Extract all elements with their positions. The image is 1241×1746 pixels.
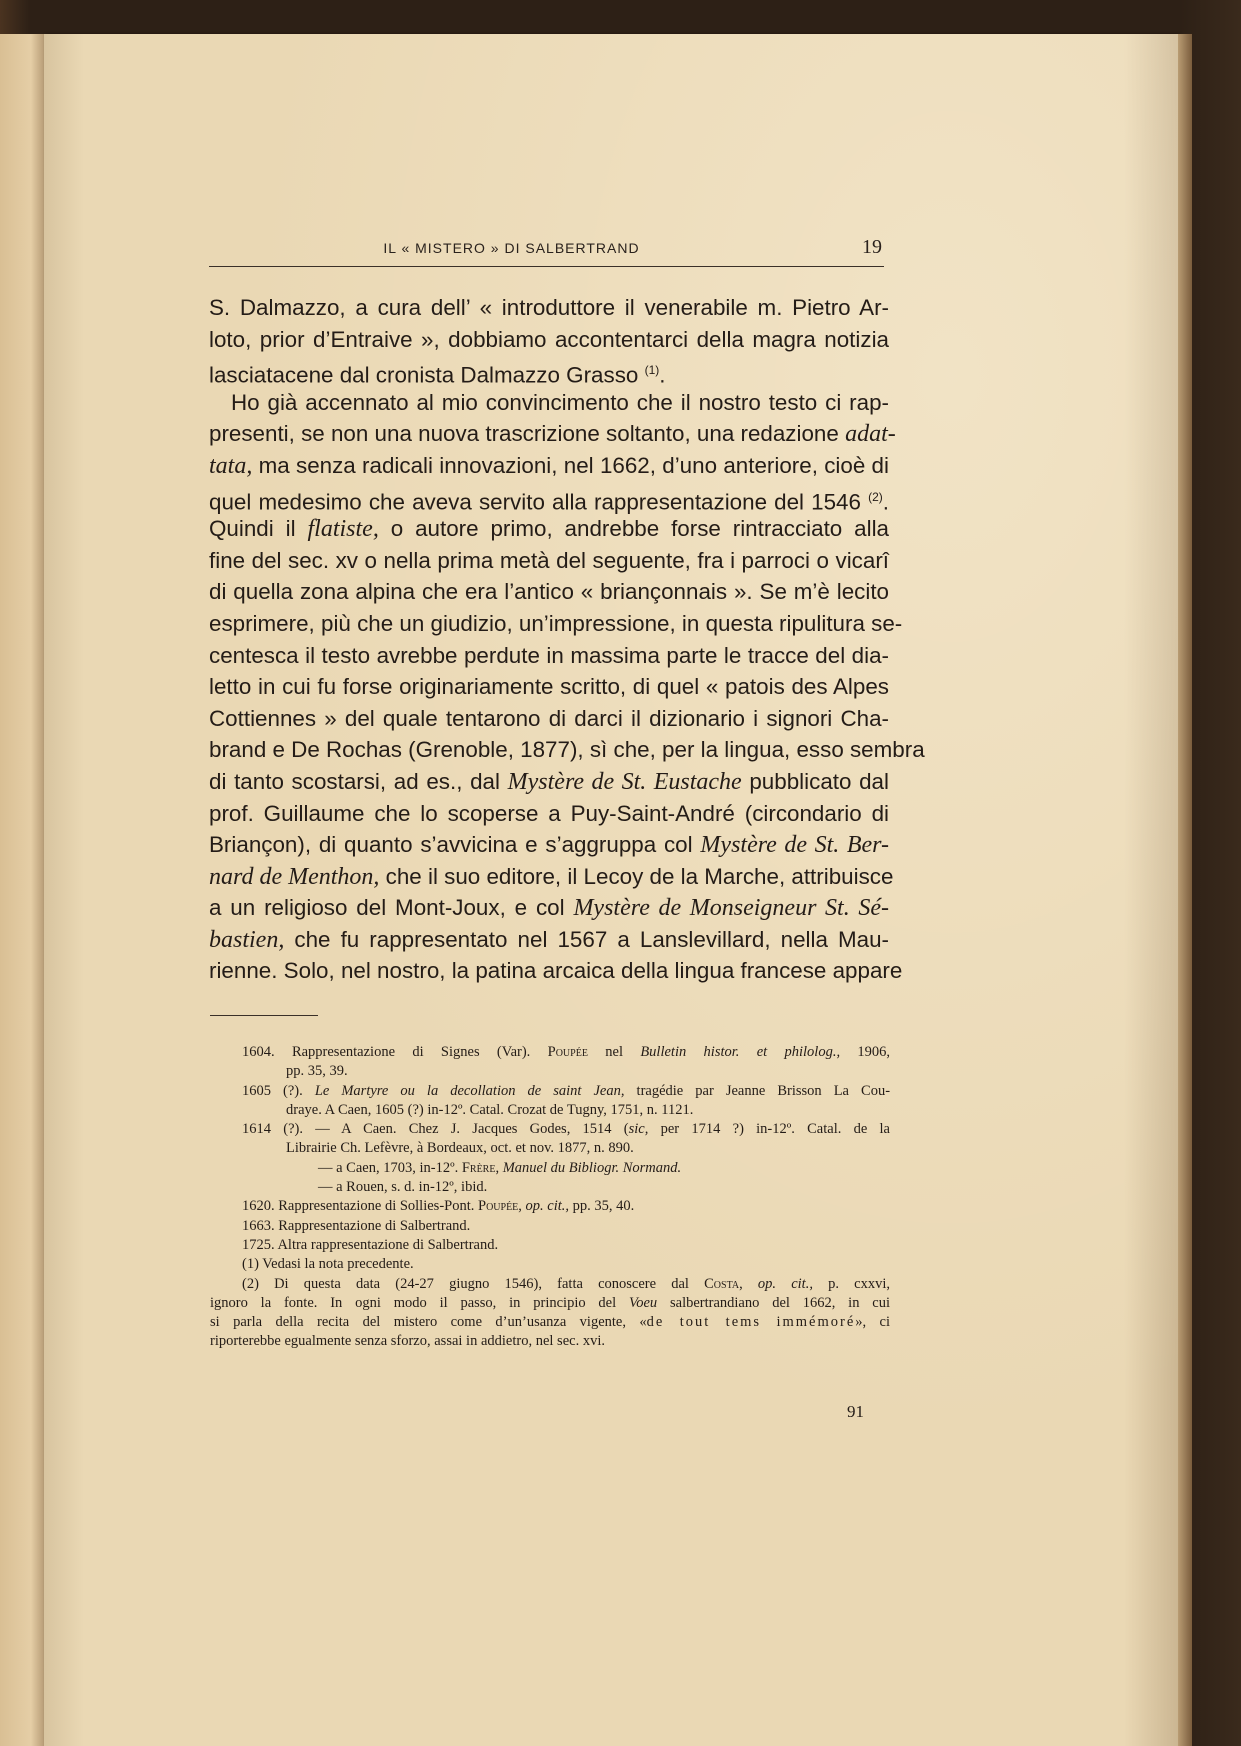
footnote-line: draye. A Caen, 1605 (?) in-12º. Catal. Crozat de Tugny, 1751, n. 1121. [286,1101,694,1118]
footnotes [210,1043,890,1352]
footnote-line [210,1294,890,1313]
text-line: prof. Guillaume che lo scoperse a Puy-Saint-André (circondario di [209,800,889,826]
text-span: di tanto scostarsi, ad es., dal [209,768,500,794]
italic-text: nard de Menthon, [209,863,380,890]
text-span: a un religioso del Mont-Joux, e col [209,895,565,921]
text-span: quel medesimo che aveva servito alla rappresentazione del 1546 [209,489,861,515]
text-span: . [882,489,889,515]
text-line: rienne. Solo, nel nostro, la patina arcaica della lingua francese appare [209,958,903,984]
text-span: Quindi il [209,516,296,542]
italic-text: Mystère de St. Ber- [700,832,890,859]
footnote-line: Librairie Ch. Lefèvre, à Bordeaux, oct. et nov. 1877, n. 890. [286,1140,634,1157]
text-span: o autore primo, andrebbe forse rintracciato alla [390,516,889,542]
text-line [209,924,889,956]
footnote-line: — a Rouen, s. d. in-12º, ibid. [318,1179,488,1196]
text-span: Briançon), di quanto s’avvicina e s’aggruppa col [209,832,693,858]
text-line: esprimere, più che un giudizio, un’impressione, in questa ripulitura se- [209,610,903,636]
italic-text: bastien, [209,926,285,953]
text-line [209,829,889,861]
text-line [209,766,889,798]
footnote-line [210,1159,890,1178]
text-span: presenti, se non una nuova trascrizione soltanto, una redazione [209,421,839,447]
text-span: ignoro la fonte. In ogni modo il passo, in principio del [210,1294,617,1311]
text-line [209,482,889,514]
small-caps-text: Poupée [547,1044,588,1060]
footnote-separator [210,1015,318,1016]
text-span: nel [605,1044,623,1060]
text-span: p. cxxvi, [828,1275,891,1292]
footnote-line: pp. 35, 39. [286,1063,348,1080]
text-span: 1620. Rappresentazione di Sollies-Pont. [242,1198,475,1215]
spaced-text: de tout tems immémoré [646,1314,856,1331]
text-line [209,861,894,893]
text-line: centesca il testo avrebbe perdute in massima parte le tracce del dia- [209,642,889,668]
text-span: ma senza radicali innovazioni, nel 1662, d’uno anteriore, cioè di [258,452,889,478]
text-span: 1614 (?). — A Caen. Chez J. Jacques Godes, 1514 ( [242,1121,629,1138]
italic-text: Bulletin histor. et philolog., [640,1044,841,1060]
footnote-line [210,1197,890,1216]
small-caps-text: Frère, [461,1159,500,1176]
body-text [209,292,925,987]
text-span: 1605 (?). [242,1082,303,1099]
text-span: per 1714 ?) in-12º. Catal. de la [660,1121,890,1138]
italic-text: op. cit., [757,1275,813,1292]
text-line: loto, prior d’Entraive », dobbiamo accontentarci della magra notizia [209,326,889,352]
text-span: salbertrandiano del 1662, in cui [669,1294,891,1311]
small-caps-text: Poupée, [478,1198,522,1215]
text-line: Ho già accennato al mio convincimento che il nostro testo ci rap- [231,389,889,415]
text-span: — a Caen, 1703, in-12º. [318,1159,459,1176]
text-line: S. Dalmazzo, a cura dell’ « introduttore il venerabile m. Pietro Ar- [209,295,889,320]
text-span: si parla della recita del mistero come d’un’usanza vigente, « [210,1314,647,1331]
facing-page-edge [0,34,46,1746]
text-line [209,418,896,450]
footnote-line [210,1082,890,1101]
italic-text: Manuel du Bibliogr. Normand. [502,1159,682,1176]
footnote-line: 1663. Rappresentazione di Salbertrand. [242,1217,471,1234]
text-line: Cottiennes » del quale tentarono di darci il dizionario i signori Cha- [209,705,889,731]
text-line: brand e De Rochas (Grenoble, 1877), sì che, per la lingua, esso sembra [209,737,925,763]
footnote-line: (1) Vedasi la nota precedente. [242,1256,414,1273]
footnote-line [210,1043,890,1062]
italic-text: tata, [209,452,253,479]
footnote-ref[interactable]: (2) [868,489,883,504]
text-line: letto in cui fu forse originariamente scritto, di quel « patois des Alpes [209,674,889,700]
text-line [209,450,889,482]
italic-text: Le Martyre ou la decollation de saint Jean, [314,1082,625,1099]
text-line [209,355,889,387]
italic-text: adat- [845,421,896,448]
text-line: fine del sec. xv o nella prima metà del seguente, fra i parroci o vicarî [209,547,889,573]
text-span: », ci [855,1314,891,1331]
running-head [209,236,884,267]
text-span: 1906, [857,1044,891,1060]
text-span: che il suo editore, il Lecoy de la Marche, attribuisce [385,863,894,889]
text-line [209,892,889,924]
paragraph-1 [209,292,889,387]
text-span: che fu rappresentato nel 1567 a Lanslevillard, nella Mau- [294,926,889,952]
text-line [209,513,889,545]
paragraph-2 [209,387,925,987]
footnote-line: 1725. Altra rappresentazione di Salbertrand. [242,1236,499,1253]
footnote-line [210,1120,890,1139]
text-span: lasciatacene dal cronista Dalmazzo Grasso [209,362,639,388]
text-span: (2) Di questa data (24-27 giugno 1546), fatta conoscere dal [242,1275,689,1292]
footnote-ref[interactable]: (1) [644,363,660,378]
text-span: 1604. Rappresentazione di Signes (Var). [242,1044,531,1060]
italic-text: sic, [628,1121,649,1138]
italic-text: flatiste, [307,516,379,543]
italic-text: Mystère de St. Eustache [507,768,742,795]
running-head-title: IL « MISTERO » DI SALBERTRAND [383,240,640,256]
italic-text: Mystère de Monseigneur St. Sé- [573,895,889,922]
text-line: di quella zona alpina che era l’antico « briançonnais ». Se m’è lecito [209,579,889,605]
footnote-line [210,1313,890,1332]
text-span: pp. 35, 40. [572,1198,635,1215]
small-caps-text: Costa, [704,1275,743,1292]
page-edge-shadow [1178,34,1192,1746]
footnote-line [210,1275,890,1294]
signature-number: 91 [847,1402,864,1421]
text-span: tragédie par Jeanne Brisson La Cou- [636,1082,891,1099]
text-span: . [659,362,666,388]
text-span: pubblicato dal [749,768,889,794]
footnote-line: riporterebbe egualmente senza sforzo, assai in addietro, nel sec. xvi. [210,1333,605,1350]
page-number: 19 [862,236,882,258]
italic-text: Voeu [628,1294,658,1311]
italic-text: op. cit., [525,1198,570,1215]
